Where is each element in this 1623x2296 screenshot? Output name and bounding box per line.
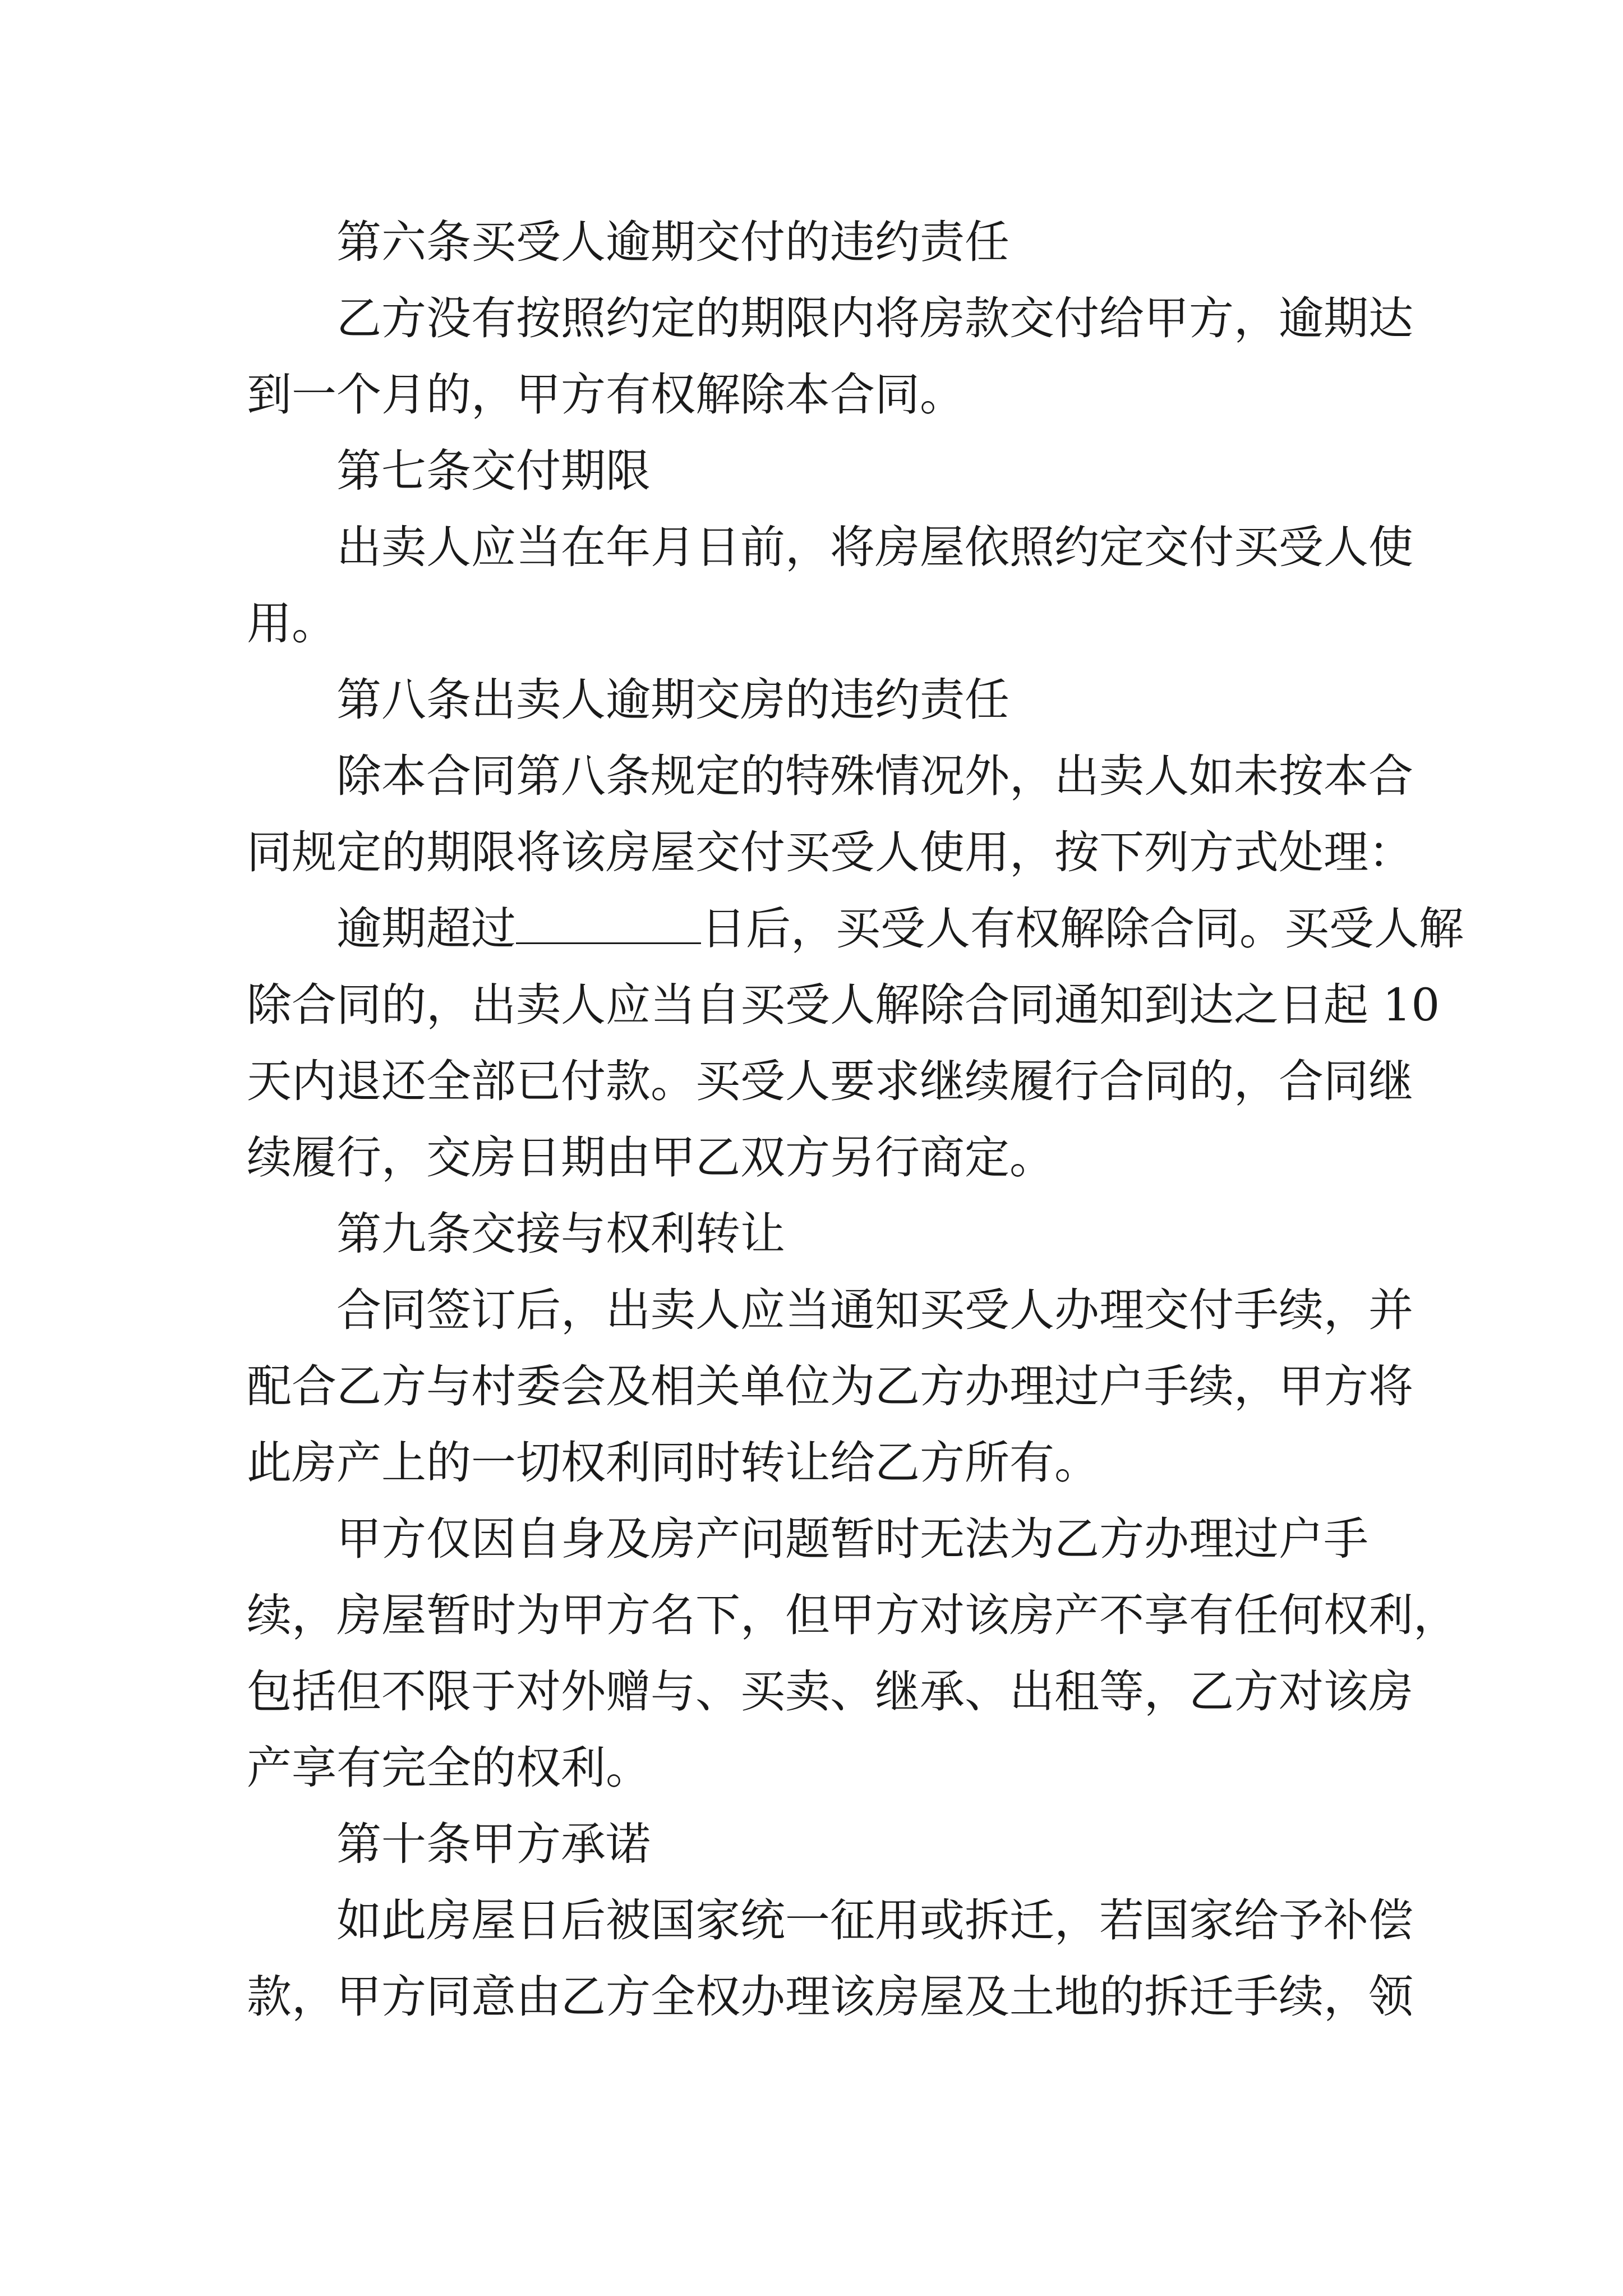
article-9-paragraph-line: 此房产上的一切权利同时转让给乙方所有。 — [247, 1437, 1099, 1489]
article-10-paragraph-line: 款，甲方同意由乙方全权办理该房屋及土地的拆迁手续，领 — [247, 1971, 1413, 2023]
article-8-paragraph-line: 续履行，交房日期由甲乙双方另行商定。 — [247, 1131, 1054, 1184]
days-blank-field — [516, 903, 701, 944]
article-9-heading: 第九条交接与权利转让 — [336, 1208, 785, 1260]
article-10-paragraph-line: 如此房屋日后被国家统一征用或拆迁，若国家给予补偿 — [336, 1894, 1413, 1947]
article-9-paragraph-line: 甲方仅因自身及房产问题暂时无法为乙方办理过户手 — [336, 1513, 1368, 1565]
article-8-paragraph-line: 除本合同第八条规定的特殊情况外，出卖人如未按本合 — [336, 750, 1413, 802]
article-8-paragraph-line: 天内退还全部已付款。买受人要求继续履行合同的，合同继 — [247, 1055, 1413, 1107]
article-6-heading: 第六条买受人逾期交付的违约责任 — [336, 216, 1009, 268]
article-7-paragraph-line: 用。 — [247, 597, 336, 650]
article-9-paragraph-line: 产享有完全的权利。 — [247, 1742, 651, 1794]
article-9-paragraph-line: 配合乙方与村委会及相关单位为乙方办理过户手续，甲方将 — [247, 1360, 1413, 1412]
article-9-paragraph-line: 续，房屋暂时为甲方名下，但甲方对该房产不享有任何权利， — [247, 1589, 1458, 1641]
article-10-heading: 第十条甲方承诺 — [336, 1818, 651, 1870]
article-8-paragraph-line: 同规定的期限将该房屋交付买受人使用，按下列方式处理： — [247, 826, 1413, 878]
article-8-heading: 第八条出卖人逾期交房的违约责任 — [336, 674, 1009, 726]
article-6-paragraph-line: 到一个月的，甲方有权解除本合同。 — [247, 369, 965, 421]
article-7-heading: 第七条交付期限 — [336, 445, 651, 497]
article-9-paragraph-line: 包括但不限于对外赠与、买卖、继承、出租等，乙方对该房 — [247, 1665, 1413, 1718]
article-7-paragraph-line: 出卖人应当在年月日前，将房屋依照约定交付买受人使 — [336, 521, 1413, 573]
overdue-text-rest: 日后，买受人有权解除合同。买受人解 — [701, 903, 1464, 955]
article-8-paragraph-line: 除合同的，出卖人应当自买受人解除合同通知到达之日起 10 — [247, 979, 1440, 1031]
overdue-text: 逾期超过 — [336, 903, 516, 955]
article-9-paragraph-line: 合同签订后，出卖人应当通知买受人办理交付手续，并 — [336, 1284, 1413, 1336]
article-8-paragraph-line — [336, 901, 1464, 957]
article-6-paragraph-line: 乙方没有按照约定的期限内将房款交付给甲方，逾期达 — [336, 292, 1413, 344]
